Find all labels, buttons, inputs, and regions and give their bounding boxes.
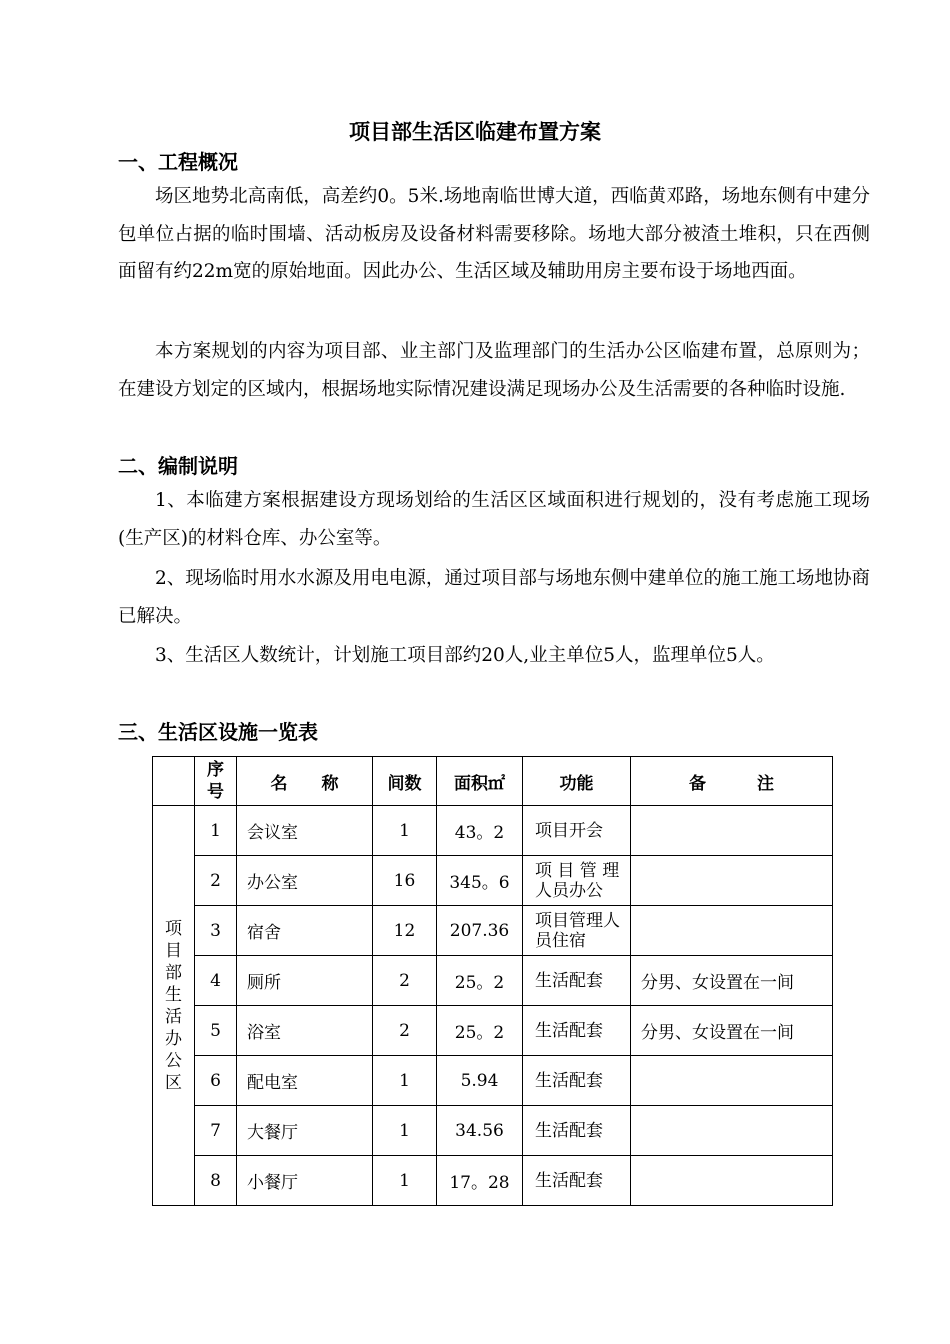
cell-count: 1 (373, 1106, 437, 1156)
cell-name: 配电室 (237, 1056, 373, 1106)
cell-name: 浴室 (237, 1006, 373, 1056)
cell-seq: 1 (195, 806, 237, 856)
cell-note: 分男、女设置在一间 (631, 956, 833, 1006)
cell-func: 项 目 管 理人员办公 (523, 856, 631, 906)
cell-count: 2 (373, 956, 437, 1006)
cell-func: 生活配套 (523, 1106, 631, 1156)
cell-name: 会议室 (237, 806, 373, 856)
table-header-row (153, 757, 833, 806)
cell-note (631, 856, 833, 906)
cell-seq: 8 (195, 1156, 237, 1206)
table-row (153, 806, 833, 856)
table-row (153, 956, 833, 1006)
cell-func: 生活配套 (523, 1156, 631, 1206)
cell-name: 大餐厅 (237, 1106, 373, 1156)
group-label-cell (153, 806, 195, 1206)
section-heading-overview: 一、工程概况 (118, 150, 238, 174)
cell-func: 项目开会 (523, 806, 631, 856)
cell-name: 小餐厅 (237, 1156, 373, 1206)
table-row (153, 1156, 833, 1206)
cell-seq: 5 (195, 1006, 237, 1056)
cell-note (631, 1106, 833, 1156)
cell-note (631, 1156, 833, 1206)
cell-note (631, 906, 833, 956)
cell-note (631, 1056, 833, 1106)
facilities-table (152, 756, 833, 1206)
cell-seq: 7 (195, 1106, 237, 1156)
cell-name: 厕所 (237, 956, 373, 1006)
cell-seq: 3 (195, 906, 237, 956)
section-heading-facilities: 三、生活区设施一览表 (118, 720, 318, 744)
cell-name: 办公室 (237, 856, 373, 906)
cell-count: 12 (373, 906, 437, 956)
section-heading-notes: 二、编制说明 (118, 454, 238, 478)
cell-area: 207.36 (437, 906, 523, 956)
header-group-cell (153, 757, 195, 806)
table-row (153, 1006, 833, 1056)
group-label: 项目部生活办公区 (165, 918, 182, 1093)
cell-area: 25。2 (437, 1006, 523, 1056)
overview-paragraph-1: 场区地势北高南低，高差约0。5米.场地南临世博大道，西临黄邓路，场地东侧有中建分包单位占据的临时围墙、活动板房及设备材料需要移除。场地大部分被渣土堆积，只在西侧面留有约22m宽的原始地面。因此办公、生活区域及辅助用房主要布设于场地西面。 (118, 186, 870, 282)
cell-name: 宿舍 (237, 906, 373, 956)
cell-seq: 4 (195, 956, 237, 1006)
cell-func: 生活配套 (523, 956, 631, 1006)
cell-area: 345。6 (437, 856, 523, 906)
cell-seq: 6 (195, 1056, 237, 1106)
header-note: 备 注 (631, 757, 833, 806)
cell-note: 分男、女设置在一间 (631, 1006, 833, 1056)
header-name: 名 称 (237, 757, 373, 806)
cell-func: 生活配套 (523, 1056, 631, 1106)
notes-paragraph-3: 3、生活区人数统计，计划施工项目部约20人,业主单位5人，监理单位5人。 (155, 645, 775, 666)
table-row (153, 856, 833, 906)
cell-count: 1 (373, 1156, 437, 1206)
cell-func: 项目管理人员住宿 (523, 906, 631, 956)
cell-area: 25。2 (437, 956, 523, 1006)
document-title: 项目部生活区临建布置方案 (349, 120, 601, 144)
cell-area: 17。28 (437, 1156, 523, 1206)
notes-paragraph-2: 2、现场临时用水水源及用电电源，通过项目部与场地东侧中建单位的施工施工场地协商已解决。 (118, 568, 870, 627)
overview-paragraph-2: 本方案规划的内容为项目部、业主部门及监理部门的生活办公区临建布置，总原则为；在建设方划定的区域内，根据场地实际情况建设满足现场办公及生活需要的各种临时设施. (118, 341, 870, 400)
notes-paragraph-1: 1、本临建方案根据建设方现场划给的生活区区域面积进行规划的，没有考虑施工现场(生产区)的材料仓库、办公室等。 (118, 490, 870, 549)
table-row (153, 1056, 833, 1106)
cell-func: 生活配套 (523, 1006, 631, 1056)
table-row (153, 906, 833, 956)
cell-seq: 2 (195, 856, 237, 906)
header-func: 功能 (523, 757, 631, 806)
cell-count: 1 (373, 1056, 437, 1106)
table-row (153, 1106, 833, 1156)
cell-count: 1 (373, 806, 437, 856)
header-seq: 序号 (195, 757, 237, 806)
cell-count: 2 (373, 1006, 437, 1056)
cell-area: 5.94 (437, 1056, 523, 1106)
header-area: 面积㎡ (437, 757, 523, 806)
header-count: 间数 (373, 757, 437, 806)
cell-area: 43。2 (437, 806, 523, 856)
cell-area: 34.56 (437, 1106, 523, 1156)
cell-note (631, 806, 833, 856)
cell-count: 16 (373, 856, 437, 906)
